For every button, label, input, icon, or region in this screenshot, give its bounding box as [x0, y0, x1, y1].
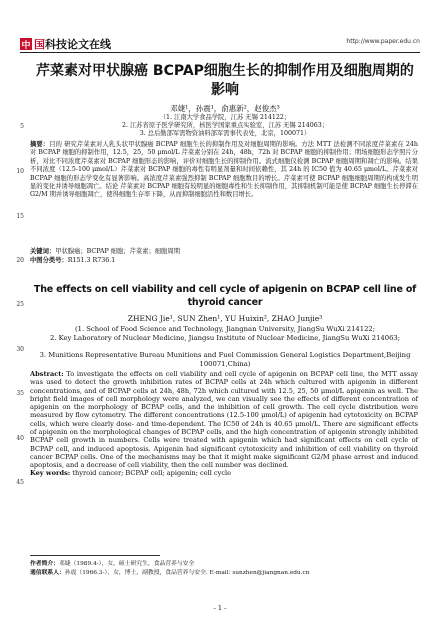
footnote-author	[30, 560, 420, 568]
footnote-label: 通信联系人：	[30, 570, 65, 576]
affiliation-en: (1. School of Food Science and Technology, Jiangnan University, JiangSu WuXi 214122;	[74, 325, 376, 333]
line-number: 15	[16, 213, 24, 220]
authors-cn: 邓婕¹，孙震¹，俞惠新²，赵俊杰³	[170, 104, 280, 113]
keywords-cn-label: 关键词：	[30, 248, 56, 255]
keywords-cn-text: 甲状腺癌；BCPAP 细胞；芹菜素；细胞周期	[55, 248, 180, 255]
clc-code	[30, 257, 418, 265]
title-en: The effects on cell viability and cell cycle of apigenin on BCPAP cell line of thyroid cancer	[33, 284, 417, 308]
abstract-en-label: Abstract:	[30, 370, 64, 378]
footnote-text: 邓婕（1989.4-），女，硕士研究生，食品营养与安全	[59, 561, 195, 567]
logo-name: 科技论文在线	[45, 38, 111, 51]
footnote-rule	[30, 555, 160, 556]
affiliation-cn: 2. 江苏省原子医学研究所，核医学国家重点实验室，江苏 无锡 214063；	[121, 122, 329, 129]
line-number: 5	[20, 123, 24, 130]
journal-logo	[20, 36, 111, 52]
clc-label: 中图分类号：	[30, 257, 68, 264]
affiliation-en: 3. Munitions Representative Bureau Munitions and Fuel Commission General Logistics Department,Beijing 100071,China)	[39, 351, 411, 368]
line-number: 30	[16, 346, 24, 353]
clc-text: R151.3 R736.1	[67, 257, 116, 264]
line-number: 40	[16, 435, 24, 442]
header-url[interactable]: http://www.paper.edu.cn	[346, 38, 420, 45]
page-header	[20, 36, 420, 50]
line-number: 45	[16, 479, 24, 486]
abstract-en	[30, 370, 418, 470]
line-number: 20	[16, 257, 24, 264]
logo-red-char: 国	[34, 38, 45, 51]
affiliation-en: 2. Key Laboratory of Nuclear Medicine, Jiangsu Institute of Nuclear Medicine, JiangSu WuXi 214063;	[49, 334, 401, 342]
keywords-cn	[30, 248, 418, 256]
footnote-text: 孙震（1966.3-），女，博士，副教授，食品营养与安全. E-mail: sunzhen@jiangnan.edu.cn	[64, 570, 310, 576]
keywords-en-text: thyroid cancer; BCPAP cell; apigenin; cell cycle	[72, 469, 232, 477]
authors-en: ZHENG Jie¹, SUN Zhen¹, YU Huixin², ZHAO Junjie³	[127, 314, 323, 323]
title-cn: 芹菜素对甲状腺癌 BCPAP细胞生长的抑制作用及细胞周期的影响	[36, 63, 414, 98]
abstract-cn-text: 目的 研究芹菜素对人乳头状甲状腺癌 BCPAP 细胞生长的抑制作用及对细胞周期的影响。方法 MTT 法检测不同浓度芹菜素在 24h 对 BCPAP 细胞的抑制作用，12.5，25，50 μmol/L 芹菜素分别在 24h，48h，72h 对 BCPAP 细胞的抑制作用；明场细胞形态学照片分析，对比不同浓度芹菜素对 BCPAP 细胞形态的影响，评价对细胞生长的抑制作用。流式细胞仪检测 BCPAP 细胞周期和凋亡的影响。结果 不同浓度（12.5-100 μmol/L）芹菜素对 BCPAP 细胞的毒性有明显剂量和时间依赖性，其 24h 的 IC50 值为 40.65 μmol/L。芹菜素对 BCPAP 细胞的形态学变化有显著影响。高浓度芹菜素强烈抑制 BCPAP 细胞数目的增长。芹菜素可使 BCPAP 细胞细胞周期的构成发生明显的变化并诱导细胞凋亡。结论 芹菜素对 BCPAP 细胞有较明显的细胞毒性和生长抑制作用，其抑制机制可能是使 BCPAP 细胞生长停滞在 G2/M 期并诱导细胞凋亡，使得细胞生存率下降，从而抑制细胞活性和数目增长。	[30, 141, 418, 199]
header-rule	[20, 52, 420, 53]
line-number: 25	[16, 301, 24, 308]
line-number: 10	[16, 168, 24, 175]
keywords-en-label: Key words:	[30, 469, 71, 477]
page-number: - 1 -	[213, 604, 227, 612]
footnote-label: 作者简介：	[30, 561, 59, 567]
footnote-contact	[30, 569, 420, 577]
abstract-cn-label: 摘要：	[30, 141, 50, 148]
abstract-en-text: To investigate the effects on cell viability and cell cycle of apigenin on BCPAP cell line, the MTT assay was used to detect the growth inhibition rates of BCPAP cells at 24h which cultured with apigenin in different concentrations, and of BCPAP cells at 24h, 48h, 72h which cultured with 12.5, 25, 50 μmol/L apigenin as well. The bright field images of cell morphology were analyzed, we can visually see the effects of different concentration of apigenin on the morphology of BCPAP cells, and the inhibition of cell growth. The cell cycle distribution were measured by flow cytometry. The different concentrations (12.5-100 μmol/L) of apigenin had cytotoxicity on BCPAP cells, which were clearly dose- and time-dependent. The IC50 of 24h is 40.65 μmol/L. There are significant effects of apigenin on the morphological changes of BCPAP cells, and the high concentration of apigenin strongly inhibited BCPAP cell growth in numbers. Cells were treated with apigenin which had significant effects on cell cycle of BCPAP cell, and induced apoptosis. Apigenin had significant cytotoxicity and inhibition of cell viability on thyroid cancer BCPAP cells. One of the mechanisms may be that it might make significant G2/M phase arrest and induced apoptosis, and a decrease of cell viability, then the cell number was declined.	[30, 370, 418, 470]
line-number: 35	[16, 390, 24, 397]
affiliation-cn: （1. 江南大学食品学院，江苏 无锡 214122；	[159, 114, 291, 121]
abstract-cn	[30, 141, 418, 200]
keywords-en	[30, 469, 418, 477]
logo-mark: 中	[20, 38, 32, 50]
affiliation-cn: 3. 总后勤部军需物资油料部军需事代表处，北京，100071）	[139, 130, 311, 137]
